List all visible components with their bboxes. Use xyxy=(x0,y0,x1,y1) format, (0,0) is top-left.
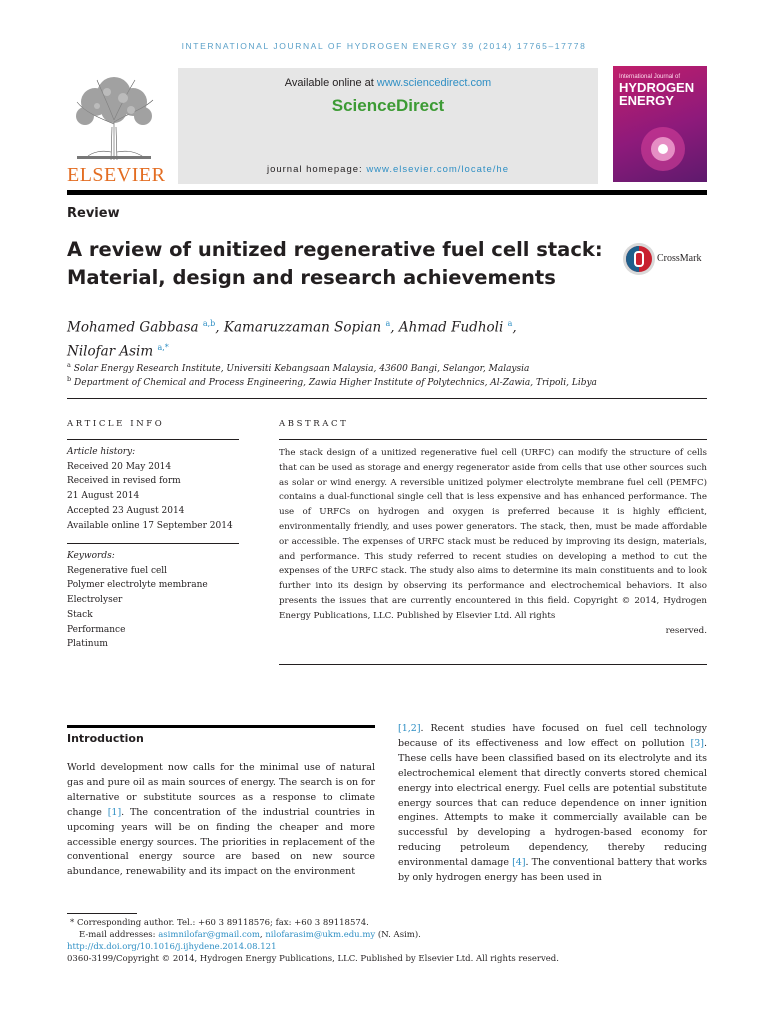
article-info-heading: ARTICLE INFO xyxy=(67,419,165,429)
author-name[interactable]: Kamaruzzaman Sopian xyxy=(223,319,382,336)
homepage-link[interactable]: www.elsevier.com/locate/he xyxy=(366,164,510,175)
keyword-item: Polymer electrolyte membrane xyxy=(67,580,208,591)
doi-link[interactable]: http://dx.doi.org/10.1016/j.ijhydene.2014.08.121 xyxy=(67,942,277,952)
title-line-1: A review of unitized regenerative fuel cell stack: xyxy=(67,238,603,261)
article-history xyxy=(67,445,247,533)
abstract-copyright: Copyright © 2014, Hydrogen Energy Publications, LLC. Published by Elsevier Ltd. All rights xyxy=(279,595,707,621)
email-suffix: (N. Asim). xyxy=(375,930,421,940)
introduction-rule xyxy=(67,725,375,728)
journal-citation: INTERNATIONAL JOURNAL OF HYDROGEN ENERGY 39 (2014) 17765–17778 xyxy=(181,41,587,51)
affiliation-mark: b xyxy=(67,375,72,383)
elsevier-tree-logo xyxy=(67,72,161,162)
keywords-divider xyxy=(67,543,239,544)
abstract-heading: ABSTRACT xyxy=(279,419,349,429)
keywords-label: Keywords: xyxy=(67,551,115,561)
cover-line3: ENERGY xyxy=(619,93,674,108)
affiliation-text: Solar Energy Research Institute, Universiti Kebangsaan Malaysia, 43600 Bangi, Selangor, Malaysia xyxy=(73,364,530,374)
author-name[interactable]: Nilofar Asim xyxy=(67,343,154,359)
author-separator: , xyxy=(512,319,517,336)
abstract-text: The stack design of a unitized regenerative fuel cell (URFC) can modify the structure of cells that can be used as storage and energy regenerator aside from cells that use other sources such as solar or wind energy. A reversible unitized polymer electrolyte membrane fuel cell (PEMFC) contains a dual-functional single cell that is less expensive and has enhanced performance. The use of URFCs on hydrogen and oxygen is preferred because it is highly efficient, environmentally friendly, and uses power generators. The stack, then, must be made affordable or accessible. The expenses of URFC stack must be reduced by improving its design, materials, and performance. This study referred to recent studies on developing a method to cut the expenses of the URFC stack. The study also aims to determine its main constituents and to look further into its design by observing its performance and electrochemical behaviors. It also presents the issues that are currently encountered in this field. xyxy=(279,448,707,606)
doi xyxy=(67,942,276,952)
article-info-divider xyxy=(67,439,239,440)
abstract-bottom-divider xyxy=(279,664,707,665)
keyword-item: Electrolyser xyxy=(67,595,123,606)
introduction-left-column xyxy=(67,761,375,880)
abstract-body xyxy=(279,446,707,638)
affiliation-a xyxy=(67,361,529,374)
citation-link[interactable]: [3] xyxy=(690,737,704,749)
sciencedirect-logo: ScienceDirect xyxy=(331,96,445,115)
cover-line2: HYDROGEN xyxy=(619,80,695,95)
abstract-copyright-end: reserved. xyxy=(665,625,707,636)
author-affiliation-mark[interactable]: a,* xyxy=(157,342,169,352)
article-title xyxy=(67,236,607,292)
citation-link[interactable]: [1] xyxy=(107,806,122,818)
keywords xyxy=(67,549,247,652)
email-separator: , xyxy=(259,930,266,940)
introduction-heading: Introduction xyxy=(67,732,144,745)
author-affiliation-mark[interactable]: a xyxy=(507,319,513,328)
author-affiliation-mark[interactable]: a xyxy=(385,319,391,328)
article-history-label: Article history: xyxy=(67,447,136,457)
issn-copyright: 0360-3199/Copyright © 2014, Hydrogen Energy Publications, LLC. Published by Elsevier Ltd. All rights reserved. xyxy=(67,954,559,964)
corresponding-author-note: * Corresponding author. Tel.: +60 3 89118576; fax: +60 3 89118574. xyxy=(70,918,369,928)
history-item: Available online 17 September 2014 xyxy=(67,520,233,531)
affiliation-mark: a xyxy=(67,361,71,369)
author-list xyxy=(67,314,627,361)
author-name[interactable]: Mohamed Gabbasa xyxy=(67,319,199,336)
email-link[interactable]: asimnilofar@gmail.com xyxy=(158,930,260,940)
citation-link[interactable]: [1,2] xyxy=(398,723,421,734)
history-item: Received in revised form xyxy=(67,476,181,487)
title-line-2: Material, design and research achievements xyxy=(67,266,556,289)
citation-link[interactable]: [4] xyxy=(512,857,526,869)
homepage-label: journal homepage: xyxy=(266,164,367,175)
keyword-item: Stack xyxy=(67,609,93,620)
email-link[interactable]: nilofarasim@ukm.edu.my xyxy=(265,930,376,940)
email-addresses xyxy=(79,930,421,940)
author-separator: , xyxy=(215,319,224,336)
crossmark-icon xyxy=(622,242,656,276)
history-item: Accepted 23 August 2014 xyxy=(67,505,185,516)
author-name[interactable]: Ahmad Fudholi xyxy=(398,319,504,336)
intro-text: . The conventional battery that works by only hydrogen energy has been used in xyxy=(398,857,707,884)
available-online xyxy=(178,77,598,89)
introduction-right-column xyxy=(398,722,707,886)
intro-text: . Recent studies have focused on fuel cell technology because of its effectiveness and low effect on pollution xyxy=(398,723,707,749)
keyword-item: Performance xyxy=(67,624,126,635)
keyword-item: Regenerative fuel cell xyxy=(67,565,168,576)
affiliations-divider xyxy=(67,398,707,399)
crossmark-label: CrossMark xyxy=(657,253,702,264)
journal-homepage xyxy=(178,164,598,175)
journal-cover-image xyxy=(613,66,707,182)
intro-text: . The concentration of the industrial countries in upcoming years will be on finding the cheaper and more accessible energy sources. The priorities in replacement of the conventional energy source are based on new source abundance, renewability and its impact on the environment xyxy=(67,806,376,878)
intro-text: World development now calls for the minimal use of natural gas and pure oil as main sources of energy. The search is on for alternative or substitute sources as a response to climate change xyxy=(67,762,375,818)
available-online-label: Available online at xyxy=(284,77,377,89)
keyword-item: Platinum xyxy=(67,639,108,650)
sciencedirect-link[interactable]: www.sciencedirect.com xyxy=(376,77,492,89)
abstract-divider xyxy=(279,439,707,440)
header-divider xyxy=(67,190,707,195)
cover-artwork xyxy=(633,121,693,176)
affiliation-b xyxy=(67,375,597,388)
intro-text: . These cells have been classified based on its electrolyte and its electrochemical element that directly converts stored chemical energy into electrical energy. Fuel cells are potential substitute energy sources that can reduce dependence on inner ignition engines. Attempts to make it commercially available can be successful by developing a hydrogen-based economy for reducing petroleum dependency, thereby reducing environmental damage xyxy=(398,737,707,869)
article-type: Review xyxy=(67,206,120,221)
author-separator: , xyxy=(390,319,399,336)
email-label: E-mail addresses: xyxy=(79,930,159,940)
author-affiliation-mark[interactable]: a,b xyxy=(202,319,216,328)
affiliation-text: Department of Chemical and Process Engineering, Zawia Higher Institute of Polytechnics, Al-Zawia, Tripoli, Libya xyxy=(74,378,597,388)
history-item: Received 20 May 2014 xyxy=(67,461,172,472)
elsevier-logo-text: ELSEVIER xyxy=(67,164,166,186)
footnote-rule xyxy=(67,913,137,914)
crossmark-badge[interactable] xyxy=(622,242,656,280)
cover-line1: International Journal of xyxy=(619,74,681,80)
history-item: 21 August 2014 xyxy=(67,491,140,502)
